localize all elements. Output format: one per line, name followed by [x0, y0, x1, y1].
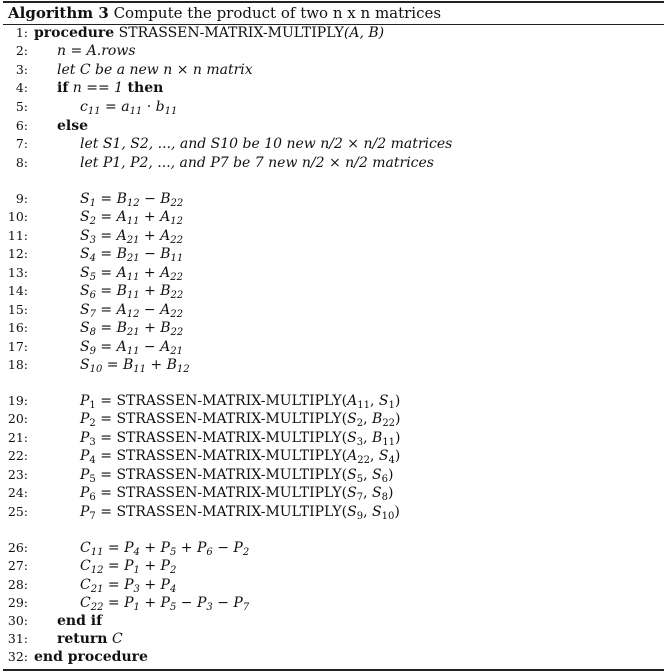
- line-number: 8:: [15, 155, 28, 170]
- line-number: 23:: [7, 467, 28, 482]
- math-expression: $S_6 = B_{11} + B_{22}$: [80, 283, 184, 301]
- keyword-end-procedure: end procedure: [34, 649, 148, 665]
- line-number: 10:: [7, 209, 28, 224]
- keyword-then: then: [127, 80, 164, 96]
- line-number: 2:: [15, 43, 28, 58]
- keyword-else: else: [57, 118, 89, 134]
- procedure-name: STRASSEN-MATRIX-MULTIPLY: [118, 25, 344, 41]
- top-rule: [3, 1, 664, 3]
- line-number: 27:: [7, 558, 28, 573]
- math-expression: $S_4 = B_{21} - B_{11}$: [80, 246, 184, 264]
- line-number: 32:: [7, 649, 28, 664]
- math-expression: $S_8 = B_{21} + B_{22}$: [80, 320, 184, 338]
- procedure-call: STRASSEN-MATRIX-MULTIPLY: [116, 448, 342, 464]
- line-number: 17:: [7, 339, 28, 354]
- keyword-procedure: procedure: [34, 25, 115, 41]
- math-expression: $P_6$ = STRASSEN-$MATRIX-MULTIPLY(S_7$, $S_8$): [80, 485, 394, 503]
- statement-text: n = A.rows: [57, 43, 136, 59]
- line-number: 22:: [7, 448, 28, 463]
- line-number: 31:: [7, 631, 28, 646]
- line-number: 4:: [15, 80, 28, 95]
- procedure-call: STRASSEN-MATRIX-MULTIPLY: [116, 393, 342, 409]
- procedure-call: STRASSEN-MATRIX-MULTIPLY: [116, 411, 342, 427]
- math-expression: $S_1 = B_{12} - B_{22}$: [80, 191, 184, 209]
- line-number: 30:: [7, 613, 28, 628]
- math-expression: $P_4$ = STRASSEN-$MATRIX-MULTIPLY(A_{22}$, $S_4$): [80, 448, 401, 466]
- line-number: 7:: [15, 136, 28, 151]
- math-expression: $C_{11} = P_4 + P_5 + P_6 - P_2$: [80, 540, 250, 558]
- math-expression: $S_7 = A_{12} - A_{22}$: [80, 302, 183, 320]
- procedure-call: STRASSEN-MATRIX-MULTIPLY: [116, 430, 342, 446]
- math-expression: $P_7$ = STRASSEN-$MATRIX-MULTIPLY(S_9$, $S_{10}$): [80, 504, 400, 522]
- line-number: 21:: [7, 430, 28, 445]
- math-expression: $S_{10} = B_{11} + B_{12}$: [80, 357, 190, 375]
- statement-text: let P1, P2, ..., and P7 be 7 new n/2 × n/2 matrices: [80, 155, 434, 171]
- math-expression: $C_{12} = P_1 + P_2$: [80, 558, 177, 576]
- math-expression: $P_3$ = STRASSEN-$MATRIX-MULTIPLY(S_3$, $B_{11}$): [80, 430, 401, 448]
- procedure-call: STRASSEN-MATRIX-MULTIPLY: [116, 504, 342, 520]
- line-number: 5:: [15, 99, 28, 114]
- math-expression: $P_5$ = STRASSEN-$MATRIX-MULTIPLY(S_5$, $S_6$): [80, 467, 394, 485]
- if-condition: n == 1: [72, 80, 124, 96]
- caption-label: Algorithm 3: [8, 4, 109, 22]
- return-value: C: [111, 631, 123, 647]
- line-number: 13:: [7, 265, 28, 280]
- math-expression: $C_{22} = P_1 + P_5 - P_3 - P_7$: [80, 595, 250, 613]
- line-number: 3:: [15, 62, 28, 77]
- line-number: 24:: [7, 485, 28, 500]
- math-expression: $S_2 = A_{11} + A_{12}$: [80, 209, 183, 227]
- line-number: 26:: [7, 540, 28, 555]
- math-expression: $C_{21} = P_3 + P_4$: [80, 577, 177, 595]
- line-number: 18:: [7, 357, 28, 372]
- statement-text: let C be a new n × n matrix: [57, 62, 253, 78]
- math-expression: $P_2$ = STRASSEN-$MATRIX-MULTIPLY(S_2$, $B_{22}$): [80, 411, 401, 429]
- math-expression: $c_{11} = a_{11} \cdot b_{11}$: [80, 99, 178, 117]
- bottom-rule: [3, 669, 664, 671]
- line-number: 16:: [7, 320, 28, 335]
- math-expression: $S_3 = A_{21} + A_{22}$: [80, 228, 183, 246]
- line-number: 15:: [7, 302, 28, 317]
- line-number: 19:: [7, 393, 28, 408]
- line-number: 1:: [15, 25, 28, 40]
- line-number: 20:: [7, 411, 28, 426]
- line-number: 11:: [7, 228, 28, 243]
- math-expression: $S_9 = A_{11} - A_{21}$: [80, 339, 183, 357]
- keyword-if: if: [57, 80, 69, 96]
- line-number: 25:: [7, 504, 28, 519]
- line-number: 14:: [7, 283, 28, 298]
- procedure-call: STRASSEN-MATRIX-MULTIPLY: [116, 467, 342, 483]
- line-number: 28:: [7, 577, 28, 592]
- keyword-return: return: [57, 631, 108, 647]
- line-number: 9:: [15, 191, 28, 206]
- algorithm-caption: [8, 4, 441, 22]
- line-number: 6:: [15, 118, 28, 133]
- keyword-end-if: end if: [57, 613, 103, 629]
- math-expression: $S_5 = A_{11} + A_{22}$: [80, 265, 183, 283]
- procedure-params: (A, B): [343, 25, 385, 41]
- math-expression: $P_1$ = STRASSEN-$MATRIX-MULTIPLY(A_{11}$, $S_1$): [80, 393, 401, 411]
- line-number: 12:: [7, 246, 28, 261]
- procedure-call: STRASSEN-MATRIX-MULTIPLY: [116, 485, 342, 501]
- caption-title: Compute the product of two n x n matrices: [113, 4, 442, 22]
- line-number: 29:: [7, 595, 28, 610]
- statement-text: let S1, S2, ..., and S10 be 10 new n/2 × n/2 matrices: [80, 136, 453, 152]
